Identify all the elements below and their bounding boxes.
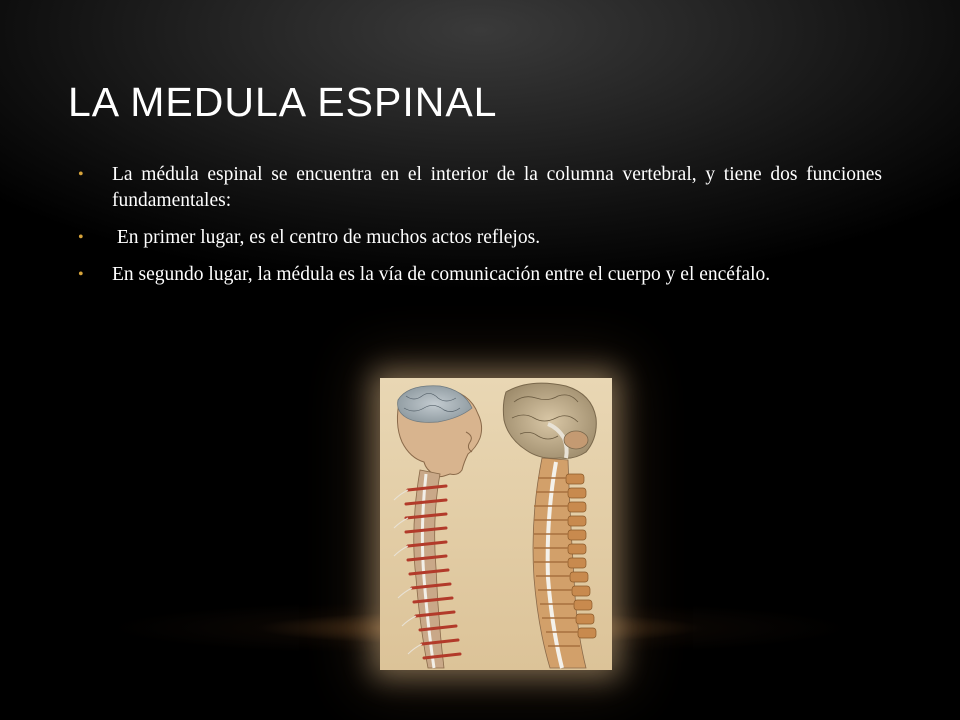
- bullet-item: [74, 262, 882, 288]
- bullet-text: La médula espinal se encuentra en el interior de la columna vertebral, y tiene dos funciones fundamentales:: [112, 164, 882, 211]
- bullet-item: [74, 162, 882, 214]
- bullet-text: En primer lugar, es el centro de muchos actos reflejos.: [112, 227, 541, 248]
- anatomy-image: [380, 378, 612, 670]
- bullet-text: En segundo lugar, la médula es la vía de comunicación entre el cuerpo y el encéfalo.: [112, 264, 771, 285]
- bullet-icon: •: [78, 166, 84, 183]
- spinal-cord-illustration: [380, 378, 612, 670]
- bullet-item: [74, 225, 882, 251]
- bullet-icon: •: [78, 229, 84, 246]
- slide-title: LA MEDULA ESPINAL: [68, 79, 498, 125]
- bullet-icon: •: [78, 266, 84, 283]
- bullet-list: [74, 162, 882, 299]
